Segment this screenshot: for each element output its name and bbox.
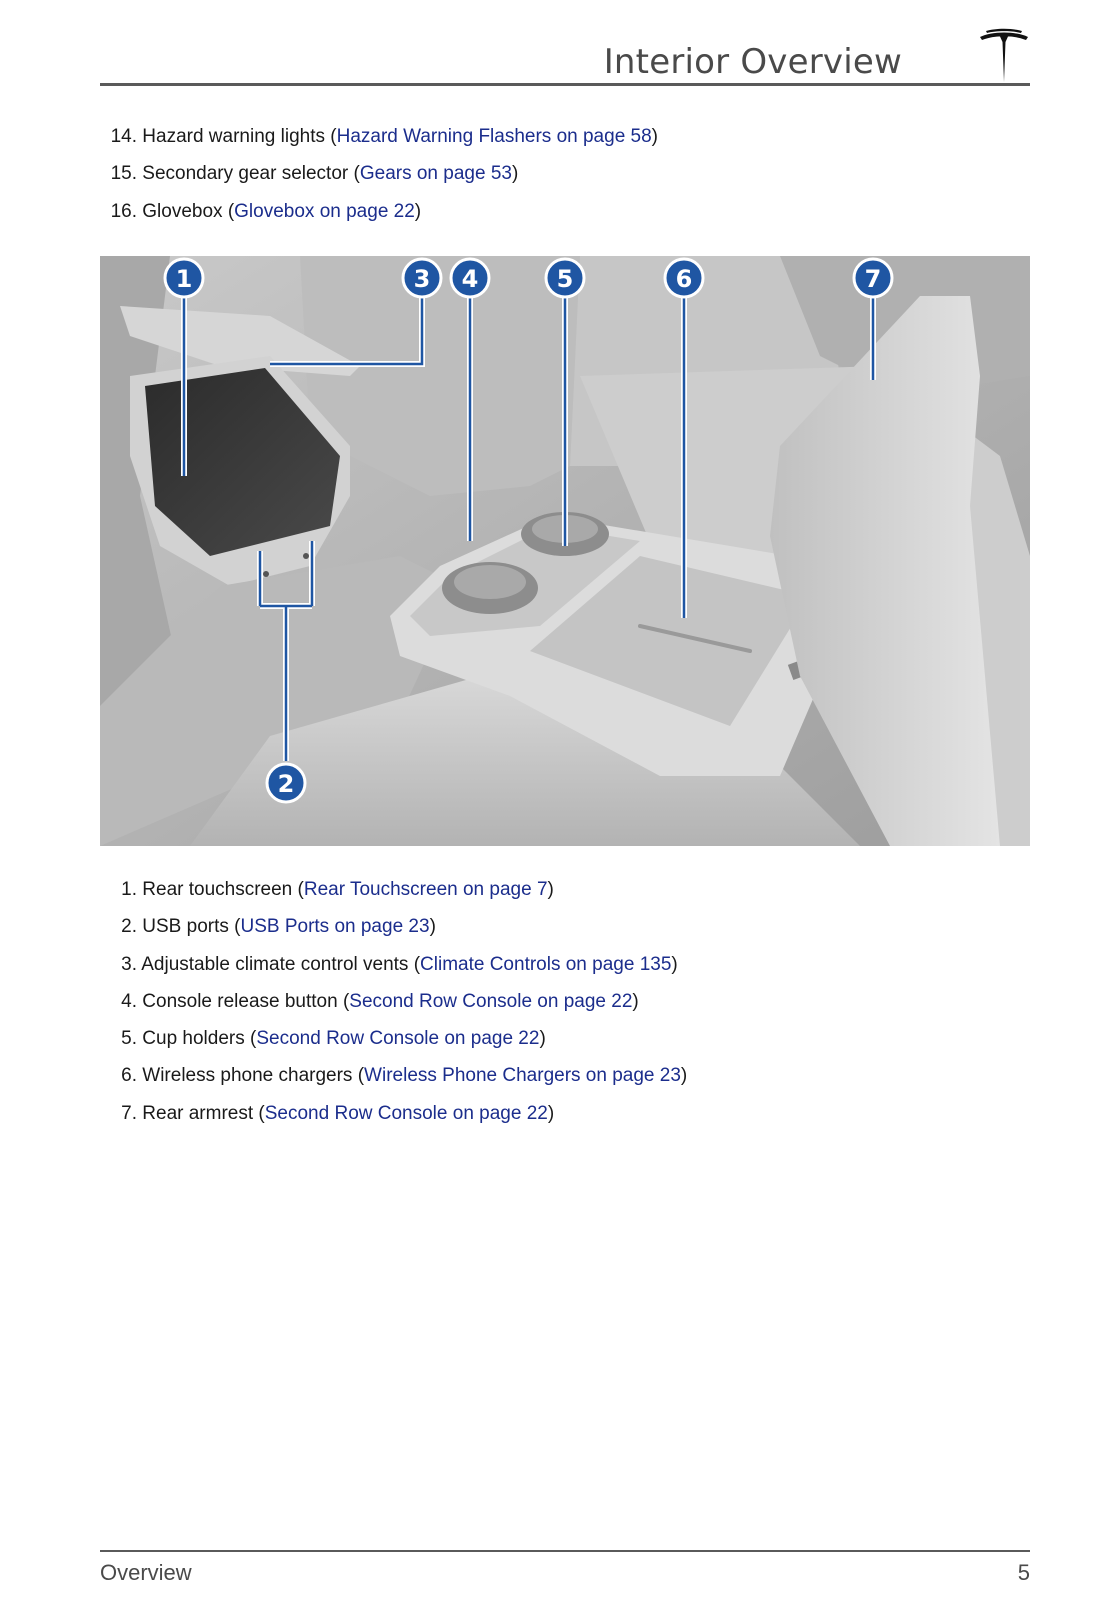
item-label: Rear armrest (	[142, 1102, 265, 1124]
item-label: Secondary gear selector (	[142, 163, 360, 185]
item-number: 3.	[121, 953, 137, 975]
page-reference-link[interactable]: Second Row Console on page 22	[264, 1102, 548, 1124]
callout-2	[267, 764, 305, 802]
item-label: Wireless phone chargers (	[142, 1065, 365, 1087]
svg-text:7: 7	[864, 265, 882, 293]
item-number: 14.	[110, 126, 137, 147]
footer-section-name: Overview	[100, 1560, 192, 1585]
item-label: USB ports (	[142, 916, 241, 938]
item-suffix: )	[680, 1065, 688, 1087]
page-reference-link[interactable]: Wireless Phone Chargers on page 23	[364, 1065, 681, 1087]
item-number: 6.	[121, 1065, 137, 1087]
svg-text:1: 1	[175, 265, 193, 293]
item-suffix: )	[547, 1102, 555, 1124]
callout-6	[665, 259, 703, 297]
item-number: 16.	[110, 200, 137, 222]
callout-7	[854, 259, 892, 297]
page-reference-link[interactable]: Climate Controls on page 135	[420, 953, 672, 975]
usb-port	[263, 571, 269, 577]
list-item	[100, 1102, 687, 1139]
item-label: Hazard warning lights (	[142, 126, 337, 147]
page-number: 5	[1017, 1560, 1030, 1585]
svg-text:6: 6	[675, 265, 693, 293]
continued-item-list	[100, 125, 658, 237]
page-reference-link[interactable]: Rear Touchscreen on page 7	[303, 879, 548, 900]
item-number: 7.	[121, 1102, 137, 1124]
item-suffix: )	[651, 126, 658, 147]
svg-text:4: 4	[461, 265, 479, 293]
page-reference-link[interactable]: Second Row Console on page 22	[256, 1028, 540, 1050]
svg-text:3: 3	[413, 265, 431, 293]
footer-rule	[100, 1550, 1030, 1552]
list-item	[100, 125, 658, 162]
cup-holder-inner	[454, 565, 526, 599]
callout-1	[165, 259, 203, 297]
item-suffix: )	[547, 879, 554, 900]
page-reference-link[interactable]: Hazard Warning Flashers on page 58	[336, 126, 652, 147]
callout-item-list	[100, 878, 687, 1139]
page-header-title: Interior Overview	[603, 42, 902, 82]
page-reference-link[interactable]: USB Ports on page 23	[240, 916, 430, 938]
callout-3	[403, 259, 441, 297]
callout-5	[546, 259, 584, 297]
page-reference-link[interactable]: Glovebox on page 22	[234, 200, 415, 222]
item-label: Cup holders (	[142, 1028, 257, 1050]
item-label: Glovebox (	[142, 200, 235, 222]
item-number: 15.	[110, 163, 137, 185]
item-label: Adjustable climate control vents (	[141, 953, 421, 975]
item-suffix: )	[632, 990, 639, 1012]
item-number: 4.	[121, 990, 137, 1012]
list-item	[100, 1027, 687, 1064]
item-number: 1.	[121, 879, 137, 900]
item-suffix: )	[429, 916, 436, 938]
rear-interior-figure	[100, 256, 1030, 846]
item-suffix: )	[414, 200, 422, 222]
svg-text:2: 2	[277, 770, 295, 798]
item-label: Console release button (	[142, 990, 350, 1012]
list-item	[100, 990, 687, 1027]
item-number: 2.	[121, 916, 137, 938]
item-suffix: )	[511, 163, 519, 185]
svg-text:5: 5	[556, 265, 574, 293]
list-item	[100, 1064, 687, 1101]
list-item	[100, 915, 687, 952]
tesla-logo-icon	[978, 28, 1030, 84]
item-suffix: )	[539, 1028, 546, 1050]
header-rule	[100, 83, 1030, 86]
item-number: 5.	[121, 1028, 137, 1050]
item-suffix: )	[671, 953, 678, 975]
list-item	[100, 953, 687, 990]
page-reference-link[interactable]: Second Row Console on page 22	[349, 990, 633, 1012]
usb-port	[303, 553, 309, 559]
list-item	[100, 162, 658, 199]
page-reference-link[interactable]: Gears on page 53	[359, 163, 512, 185]
list-item	[100, 200, 658, 237]
callout-4	[451, 259, 489, 297]
list-item	[100, 878, 687, 915]
item-label: Rear touchscreen (	[142, 879, 304, 900]
